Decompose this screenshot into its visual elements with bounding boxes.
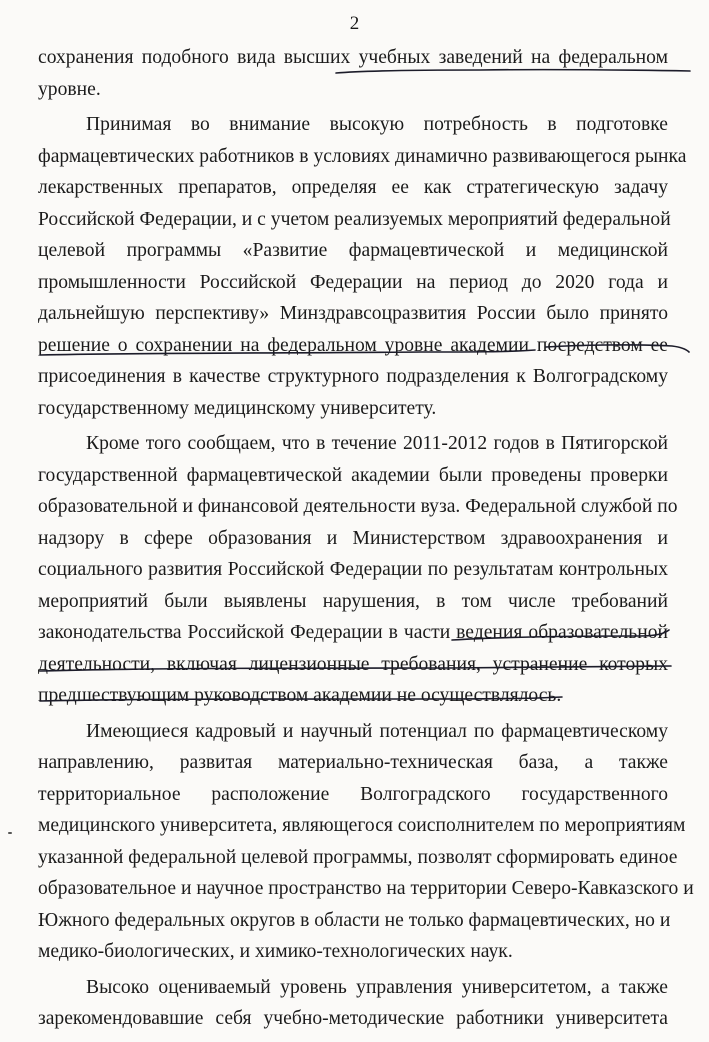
text-line: дальнейшую перспективу» Минздравсоцразвития России было принято <box>38 303 668 324</box>
text-line: надзору в сфере образования и Министерством здравоохранения и <box>38 527 668 549</box>
paragraph-continuation <box>38 42 668 105</box>
text-line: указанной федеральной целевой программы, позволят сформировать единое <box>38 846 678 868</box>
page-number: 2 <box>349 13 360 34</box>
text-line: образовательной и финансовой деятельности вуза. Федеральной службой по <box>38 496 678 517</box>
paragraph-inspections <box>38 428 678 712</box>
text-line: Южного федеральных округов в области не только фармацевтических, но и <box>38 909 671 931</box>
text-line: промышленности Российской Федерации на период до 2020 года и <box>38 271 668 293</box>
text-line: фармацевтических работников в условиях динамично развивающегося рынка <box>38 145 687 167</box>
text-line: медицинского университета, являющегося соисполнителем по мероприятиям <box>38 815 686 836</box>
text-line: сохранения подобного вида высших учебных заведений на федеральном <box>38 47 668 68</box>
text-line: медико-биологических, и химико-технологических наук. <box>38 941 513 962</box>
text-line: Принимая во внимание высокую потребность в подготовке <box>86 114 668 135</box>
text-line: территориальное расположение Волгоградского государственного <box>38 783 668 805</box>
text-line: направлению, развитая материально-техническая база, а также <box>38 752 668 773</box>
scan-speck <box>8 832 12 834</box>
document-body <box>38 42 694 1035</box>
text-line: Кроме того сообщаем, что в течение 2011-2012 годов в Пятигорской <box>86 433 668 454</box>
text-line: зарекомендовавшие себя учебно-методические работники университета <box>38 1008 668 1029</box>
text-line: государственной фармацевтической академии были проведены проверки <box>38 464 668 486</box>
paragraph-potential <box>38 716 694 968</box>
paragraph-academy-decision <box>38 109 687 424</box>
paragraph-management <box>38 972 668 1035</box>
text-line: предшествующим руководством академии не осуществлялось. <box>38 685 562 706</box>
text-line: Высоко оцениваемый уровень управления университетом, а также <box>86 976 668 998</box>
text-line: законодательства Российской Федерации в части ведения образовательной <box>38 622 668 643</box>
text-line: Российской Федерации, и с учетом реализуемых мероприятий федеральной <box>38 208 671 230</box>
text-line: социального развития Российской Федерации по результатам контрольных <box>38 559 668 580</box>
text-line: образовательное и научное пространство на территории Северо-Кавказского и <box>38 878 694 899</box>
text-line: решение о сохранении на федеральном уровне академии посредством ее <box>38 334 668 356</box>
text-line: мероприятий были выявлены нарушения, в том числе требований <box>38 590 668 612</box>
text-line: деятельности, включая лицензионные требования, устранение которых <box>38 653 668 675</box>
text-line: Имеющиеся кадровый и научный потенциал по фармацевтическому <box>86 720 668 742</box>
text-line: присоединения в качестве структурного подразделения к Волгоградскому <box>38 366 668 387</box>
text-line: лекарственных препаратов, определяя ее как стратегическую задачу <box>38 177 668 198</box>
text-line: уровне. <box>38 78 101 100</box>
text-line: государственному медицинскому университету. <box>38 397 437 419</box>
text-line: целевой программы «Развитие фармацевтической и медицинской <box>38 240 668 261</box>
